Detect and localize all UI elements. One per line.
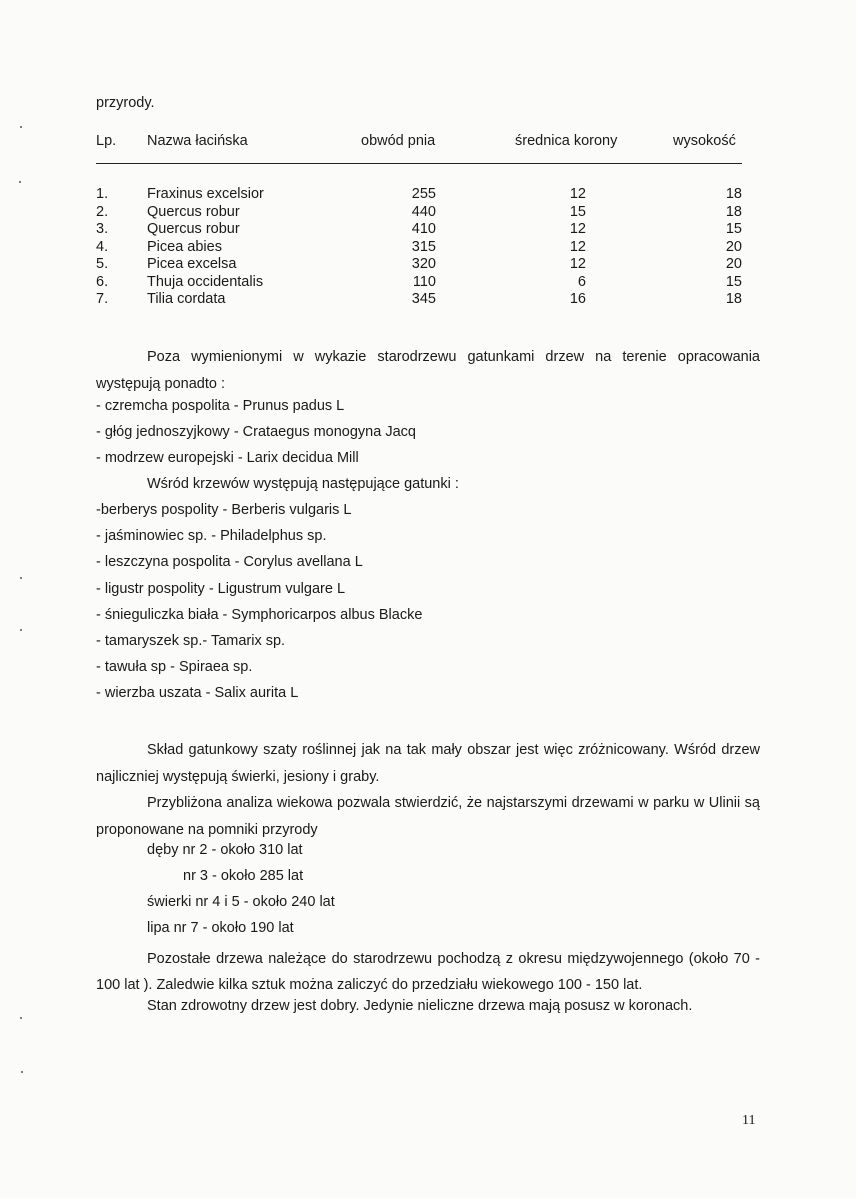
- paragraph-age-analysis: Przybliżona analiza wiekowa pozwala stwierdzić, że najstarszymi drzewami w parku w Ulinii są proponowane na pomniki przyrody: [96, 795, 760, 838]
- list-item: - wierzba uszata - Salix aurita L: [96, 685, 299, 701]
- scan-speck: [20, 126, 22, 128]
- cell-circumference: 345: [411, 291, 436, 307]
- cell-diameter: 12: [569, 256, 586, 272]
- table-row: [0, 204, 856, 221]
- cell-name: Picea excelsa: [147, 256, 237, 272]
- paragraph-remaining-trees: Pozostałe drzewa należące do starodrzewu pochodzą z okresu międzywojennego (około 70 - 100 lat ). Zaledwie kilka sztuk można zaliczyć do przedziału wiekowego 100 - 150 lat.: [96, 951, 760, 993]
- age-line: lipa nr 7 - około 190 lat: [147, 920, 294, 936]
- list-item: - ligustr pospolity - Ligustrum vulgare L: [96, 581, 346, 597]
- cell-height: 18: [725, 203, 742, 220]
- age-line: nr 3 - około 285 lat: [183, 868, 304, 884]
- cell-lp: 5.: [96, 256, 109, 272]
- cell-lp: 3.: [96, 221, 109, 237]
- opening-fragment: przyrody.: [96, 95, 155, 111]
- shrubs-intro: Wśród krzewów występują następujące gatunki :: [147, 476, 459, 492]
- table-row: [0, 291, 856, 308]
- cell-circumference: 410: [411, 221, 436, 237]
- table-row: [0, 256, 856, 273]
- table-row: [0, 239, 856, 256]
- list-item: - modrzew europejski - Larix decidua Mill: [96, 450, 359, 466]
- table-row: [0, 186, 856, 203]
- cell-diameter: 12: [569, 238, 586, 255]
- list-item: - głóg jednoszyjkowy - Crataegus monogyna Jacq: [96, 424, 416, 440]
- age-line: świerki nr 4 i 5 - około 240 lat: [147, 894, 335, 910]
- cell-height: 18: [725, 186, 742, 202]
- cell-lp: 6.: [96, 273, 109, 290]
- scan-speck: [21, 1071, 23, 1073]
- scan-speck: [20, 577, 22, 579]
- cell-height: 20: [725, 238, 742, 255]
- cell-diameter: 15: [569, 203, 586, 220]
- cell-circumference: 255: [411, 186, 436, 202]
- cell-diameter: 16: [569, 291, 586, 307]
- list-item: - leszczyna pospolita - Corylus avellana L: [96, 554, 363, 570]
- scan-speck: [19, 181, 21, 183]
- header-crown-diameter: średnica korony: [515, 133, 618, 149]
- list-item: - jaśminowiec sp. - Philadelphus sp.: [96, 528, 327, 544]
- header-height: wysokość: [673, 133, 736, 149]
- age-line: dęby nr 2 - około 310 lat: [147, 842, 303, 858]
- cell-circumference: 440: [411, 203, 436, 220]
- cell-name: Picea abies: [147, 238, 222, 255]
- cell-name: Quercus robur: [147, 221, 240, 237]
- cell-height: 20: [725, 256, 742, 272]
- list-item: - śnieguliczka biała - Symphoricarpos albus Blacke: [96, 607, 423, 623]
- cell-lp: 4.: [96, 238, 109, 255]
- list-item: - tamaryszek sp.- Tamarix sp.: [96, 633, 286, 649]
- cell-name: Quercus robur: [147, 203, 240, 220]
- cell-name: Fraxinus excelsior: [147, 186, 264, 202]
- cell-circumference: 320: [411, 256, 436, 272]
- cell-lp: 7.: [96, 291, 109, 307]
- cell-diameter: 12: [569, 221, 586, 237]
- header-lp: Lp.: [96, 133, 117, 149]
- cell-diameter: 6: [577, 273, 586, 290]
- table-row: [0, 221, 856, 238]
- list-item: - czremcha pospolita - Prunus padus L: [96, 398, 345, 414]
- cell-lp: 2.: [96, 203, 109, 220]
- paragraph-species-composition: Skład gatunkowy szaty roślinnej jak na tak mały obszar jest więc zróżnicowany. Wśród drzew najliczniej występują świerki, jesiony i graby.: [96, 742, 760, 785]
- cell-circumference: 110: [412, 273, 436, 290]
- scan-speck: [20, 1017, 22, 1019]
- cell-name: Tilia cordata: [147, 291, 226, 307]
- cell-height: 18: [725, 291, 742, 307]
- scan-speck: [20, 629, 22, 631]
- paragraph-other-trees: Poza wymienionymi w wykazie starodrzewu gatunkami drzew na terenie opracowania występują ponadto :: [96, 349, 760, 392]
- list-item: - tawuła sp - Spiraea sp.: [96, 659, 253, 675]
- cell-name: Thuja occidentalis: [147, 273, 264, 290]
- cell-circumference: 315: [411, 238, 436, 255]
- page-number: 11: [742, 1113, 756, 1128]
- cell-lp: 1.: [96, 186, 109, 202]
- cell-diameter: 12: [569, 186, 586, 202]
- table-header-rule: [96, 163, 742, 164]
- table-row: [0, 274, 856, 291]
- header-latin-name: Nazwa łacińska: [147, 133, 248, 149]
- cell-height: 15: [725, 273, 742, 290]
- list-item: -berberys pospolity - Berberis vulgaris L: [96, 502, 352, 518]
- header-trunk-circumference: obwód pnia: [361, 133, 436, 149]
- paragraph-health: Stan zdrowotny drzew jest dobry. Jedynie nieliczne drzewa mają posusz w koronach.: [147, 998, 693, 1014]
- cell-height: 15: [725, 221, 742, 237]
